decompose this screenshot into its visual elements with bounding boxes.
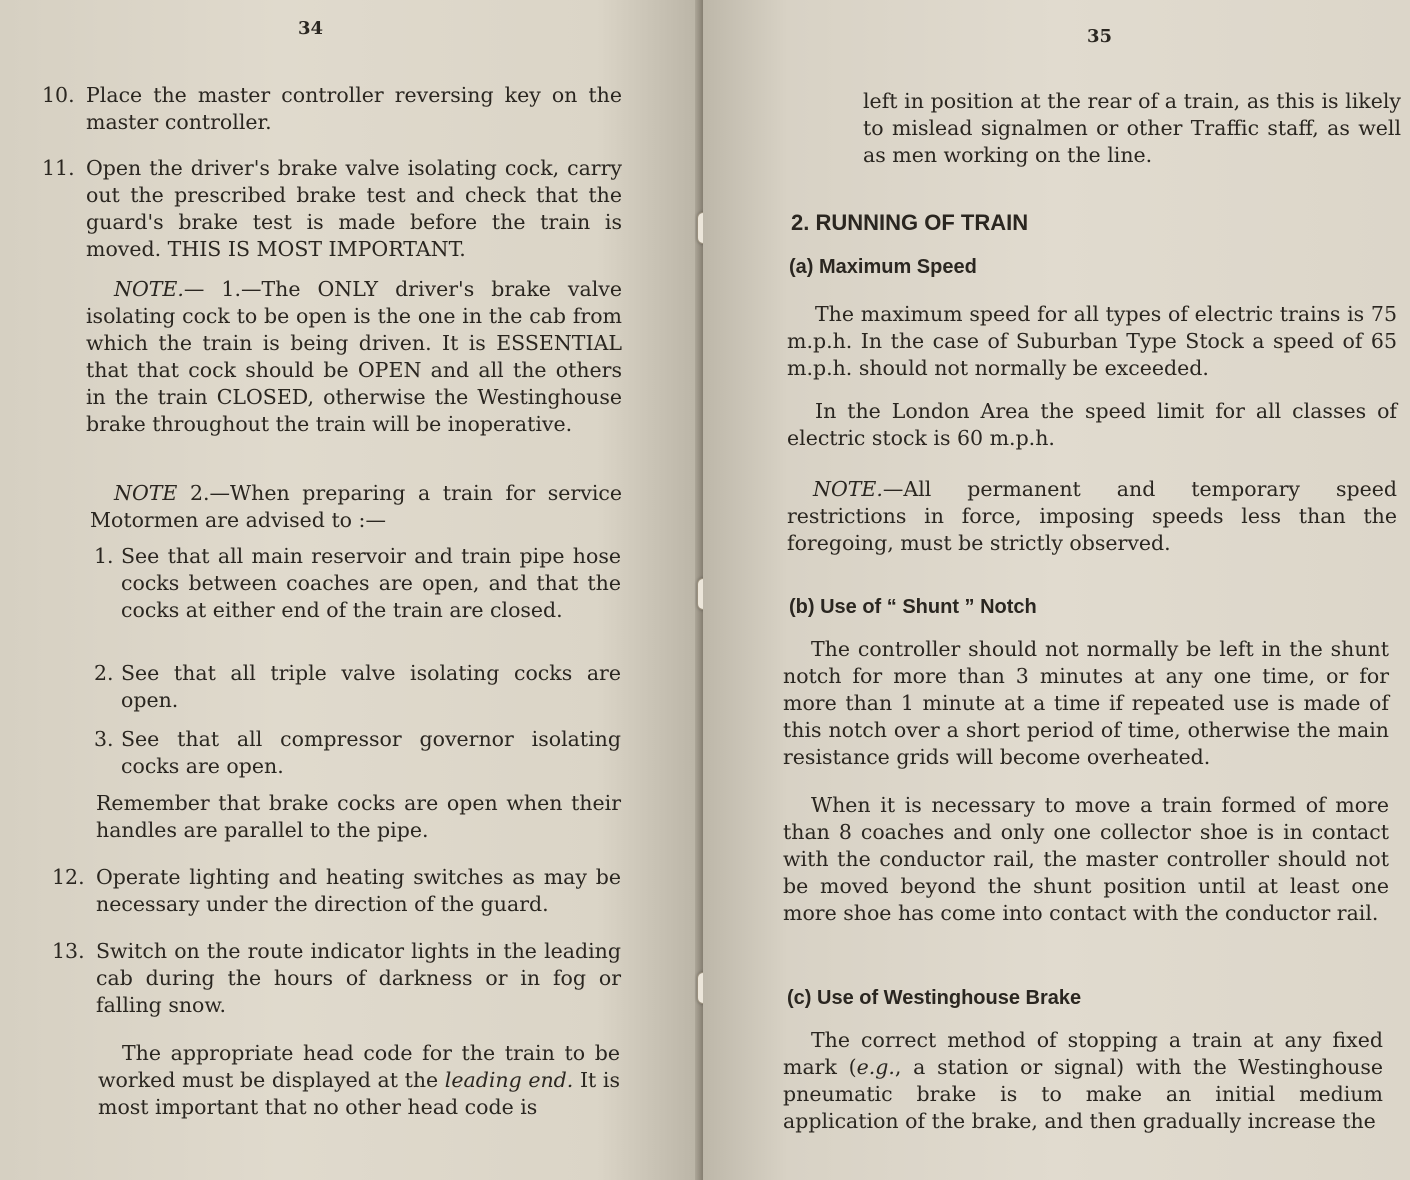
speed-note-text: —All permanent and temporary speed restrictions in force, imposing speeds less than the foregoing, must be strictly observed. <box>787 477 1397 555</box>
item-13-text: Switch on the route indicator lights in the leading cab during the hours of darkness or in fog or falling snow. <box>96 939 621 1017</box>
note-2 <box>90 480 622 534</box>
brake-text: The correct method of stopping a train at any fixed mark ( <box>783 1028 1383 1079</box>
note-label: NOTE <box>114 481 178 505</box>
continuation-text: left in position at the rear of a train, as this is likely to mislead signalmen or other Traffic staff, as well as men working on the line. <box>863 89 1401 167</box>
sub-item-number: 1. <box>94 544 114 568</box>
page-number: 35 <box>1087 26 1113 47</box>
head-code-paragraph <box>98 1040 620 1121</box>
max-speed-paragraph: The maximum speed for all types of electric trains is 75 m.p.h. In the case of Suburban Type Stock a speed of 65 m.p.h. should not normally be exceeded. <box>787 302 1397 380</box>
sub-item-number: 3. <box>94 727 114 751</box>
left-page <box>0 0 703 1180</box>
item-number: 13. <box>52 939 85 963</box>
note-label: NOTE. <box>813 477 883 501</box>
speed-note <box>787 476 1397 557</box>
note-2-text: 2.—When preparing a train for service Motormen are advised to :— <box>90 481 622 532</box>
head-code-text: The appropriate head code for the train to be worked must be displayed at the <box>98 1041 620 1092</box>
subsection-heading-b: (b) Use of “ Shunt ” Notch <box>789 596 1037 618</box>
item-number: 10. <box>42 83 75 107</box>
sub-item-number: 2. <box>94 661 114 685</box>
shunt-notch-paragraph: The controller should not normally be left in the shunt notch for more than 3 minutes at any one time, or for more than 1 minute at a time if repeated use is made of this notch over a short period of time, otherwise the main resistance grids will become overheated. <box>783 637 1389 769</box>
brake-text-emphasis: e.g. <box>856 1055 895 1079</box>
section-heading: 2. RUNNING OF TRAIN <box>791 210 1029 235</box>
subsection-heading-c: (c) Use of Westinghouse Brake <box>787 987 1082 1009</box>
head-code-emphasis: leading end. <box>444 1068 574 1092</box>
right-page <box>703 0 1410 1180</box>
note-label: NOTE. <box>114 277 184 301</box>
sub-item-1-text: See that all main reservoir and train pipe hose cocks between coaches are open, and that the cocks at either end of the train are closed. <box>121 544 621 622</box>
sub-item-2-text: See that all triple valve isolating cocks are open. <box>121 661 621 712</box>
brake-text-end: , a station or signal) with the Westinghouse pneumatic brake is to make an initial medium application of the brake, and then gradually increase the <box>783 1055 1383 1133</box>
london-area-paragraph: In the London Area the speed limit for all classes of electric stock is 60 m.p.h. <box>787 399 1397 450</box>
item-number: 12. <box>52 865 85 889</box>
note-1 <box>86 276 622 438</box>
page-number: 34 <box>298 18 324 39</box>
item-11-text: Open the driver's brake valve isolating cock, carry out the prescribed brake test and check that the guard's brake test is made before the train is moved. THIS IS MOST IMPORTANT. <box>86 156 622 261</box>
collector-shoe-paragraph: When it is necessary to move a train formed of more than 8 coaches and only one collector shoe is in contact with the conductor rail, the master controller should not be moved beyond the shunt position until at least one more shoe has come into contact with the conductor rail. <box>783 793 1389 925</box>
item-12-text: Operate lighting and heating switches as may be necessary under the direction of the guard. <box>96 865 621 916</box>
remember-text: Remember that brake cocks are open when their handles are parallel to the pipe. <box>96 791 621 842</box>
item-10-text: Place the master controller reversing key on the master controller. <box>86 83 622 134</box>
subsection-heading-a: (a) Maximum Speed <box>789 256 977 278</box>
note-1-text: — 1.—The ONLY driver's brake valve isolating cock to be open is the one in the cab from which the train is being driven. It is ESSENTIAL that that cock should be OPEN and all the others in the train CLOSED, otherwise the Westinghouse brake throughout the train will be inoperative. <box>86 277 622 436</box>
westinghouse-brake-paragraph <box>783 1027 1383 1135</box>
head-code-text-end: It is most important that no other head code is <box>98 1068 621 1119</box>
item-number: 11. <box>42 156 75 180</box>
sub-item-3-text: See that all compressor governor isolating cocks are open. <box>121 727 621 778</box>
